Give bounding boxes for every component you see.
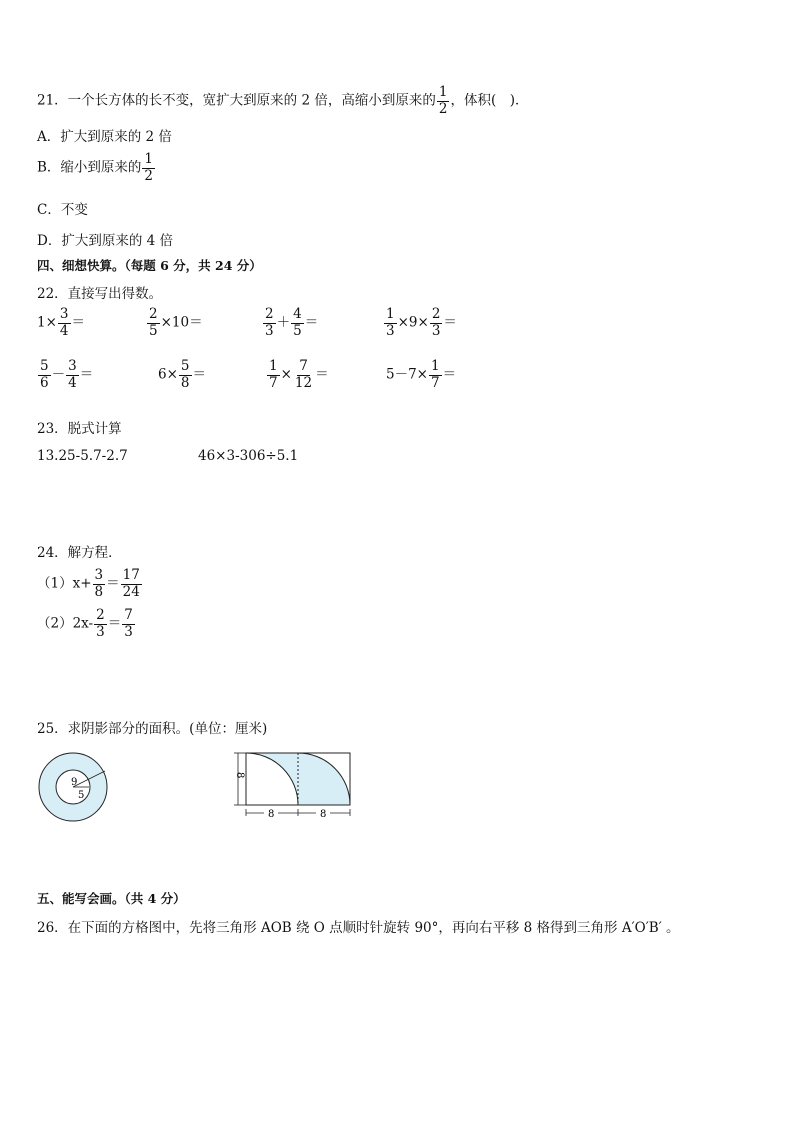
q22-item-1-2: $\frac{2}{5}$ ×10＝ (149, 306, 203, 339)
section5-title: 五、能写会画。（共 4 分） (37, 891, 186, 906)
height-label: 8 (234, 772, 245, 779)
q21-option-d: D．扩大到原来的 4 倍 (37, 233, 173, 249)
q22-item-2-4: 5－7× $\frac{1}{7}$ ＝ (386, 358, 457, 391)
q21-option-b-fraction: $\frac{1}{2}$ (144, 151, 154, 184)
ring-inner-radius-label: 5 (78, 790, 85, 801)
ring-outer-radius-label: 9 (71, 777, 78, 788)
q24-equation-2: （2）2x- $\frac{2}{3}$ ＝ $\frac{7}{3}$ (37, 607, 133, 640)
q21-stem-fraction: $\frac{1}{2}$ (438, 84, 448, 117)
q24-equation-1: （1）x+ $\frac{3}{8}$ ＝ $\frac{17}{24}$ (37, 567, 140, 600)
q21-option-c: C．不变 (37, 202, 88, 218)
q22-item-2-2: 6× $\frac{5}{8}$ ＝ (158, 358, 206, 391)
width-1-label: 8 (268, 809, 275, 820)
q21-stem: 21．一个长方体的长不变，宽扩大到原来的 2 倍，高缩小到原来的 $\frac{1}{2}$ ，体积( )． (37, 84, 529, 117)
q25-title: 25．求阴影部分的面积。(单位：厘米) (37, 721, 268, 737)
shaded-region (298, 753, 350, 805)
q22-title: 22．直接写出得数。 (37, 286, 163, 302)
ring-figure (36, 750, 110, 824)
q23-expr-1: 13.25-5.7-2.7 (37, 448, 128, 464)
rect-quarter-figure (228, 748, 354, 820)
q22-item-2-3: $\frac{1}{7}$ × $\frac{7}{12}$ ＝ (269, 358, 329, 391)
q21-option-a: A．扩大到原来的 2 倍 (37, 129, 172, 145)
q21-option-b: B．缩小到原来的 $\frac{1}{2}$ (37, 151, 154, 184)
q22-item-1-4: $\frac{1}{3}$ ×9× $\frac{2}{3}$ ＝ (386, 306, 457, 339)
q22-item-1-1: 1× $\frac{3}{4}$ ＝ (37, 306, 85, 339)
shaded-region-left (246, 753, 298, 805)
q26-text: 26．在下面的方格图中，先将三角形 AOB 绕 O 点顺时针旋转 90°，再向右平移 8 格得到三角形 A′O′B′ 。 (37, 920, 680, 936)
q24-title: 24．解方程． (37, 545, 122, 561)
q22-item-2-1: $\frac{5}{6}$ － $\frac{3}{4}$ ＝ (40, 358, 94, 391)
section4-title: 四、细想快算。（每题 6 分，共 24 分） (37, 258, 262, 273)
q22-item-1-3: $\frac{2}{3}$ ＋ $\frac{4}{5}$ ＝ (265, 306, 319, 339)
q23-title: 23．脱式计算 (37, 421, 122, 437)
q23-expr-2: 46×3-306÷5.1 (198, 448, 299, 464)
width-2-label: 8 (320, 809, 327, 820)
